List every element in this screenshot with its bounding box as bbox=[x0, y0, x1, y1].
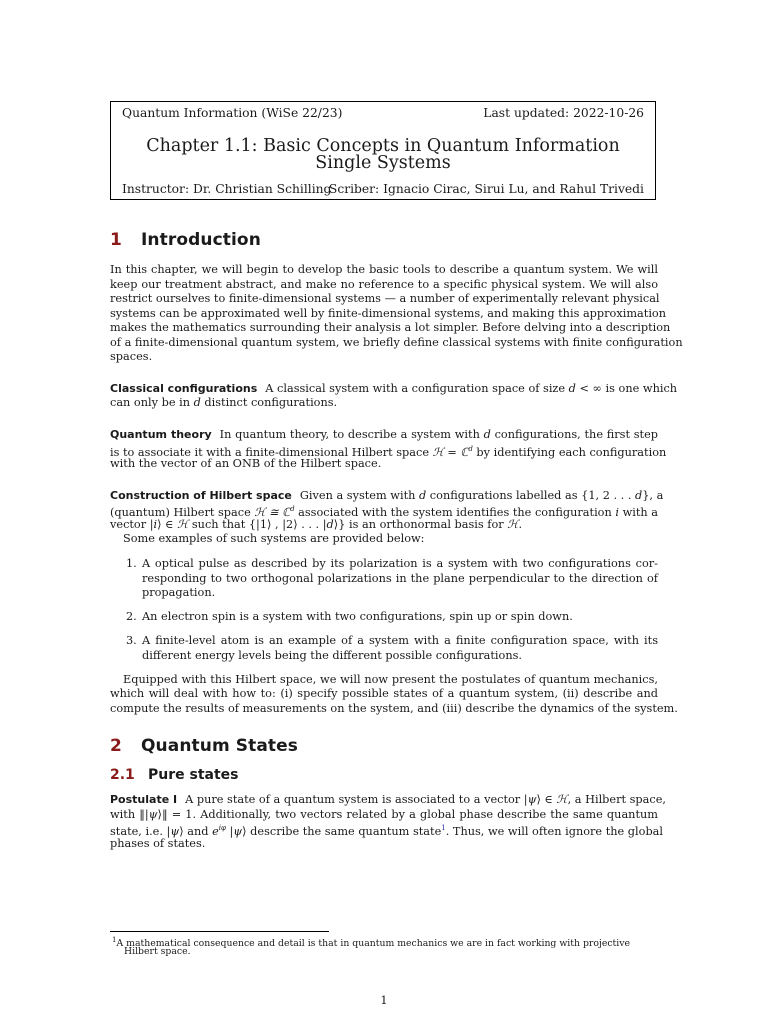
text-line: Equipped with this Hilbert space, we will now present the postulates of quantum mechanics, bbox=[123, 673, 658, 686]
subsection-title: Pure states bbox=[148, 767, 239, 783]
section-title: Quantum States bbox=[141, 736, 299, 756]
chapter-title: Chapter 1.1: Basic Concepts in Quantum Information bbox=[146, 136, 620, 156]
section-number: 1 bbox=[110, 230, 122, 250]
text-line: spaces. bbox=[110, 350, 153, 363]
text-line: keep our treatment abstract, and make no reference to a specific physical system. We will also bbox=[110, 278, 658, 291]
text-line: responding to two orthogonal polarizations in the plane perpendicular to the direction of bbox=[142, 572, 658, 585]
text-line: makes the mathematics surrounding their analysis a lot simpler. Before delving into a description bbox=[110, 321, 671, 334]
chapter-subtitle: Single Systems bbox=[315, 153, 451, 173]
text-line: which will deal with how to: (i) specify possible states of a quantum system, (ii) describe and bbox=[110, 687, 658, 700]
text-line: with ‖|ψ⟩‖ = 1. Additionally, two vectors related by a global phase describe the same quantum bbox=[110, 808, 658, 821]
list-number: 2. bbox=[126, 610, 137, 623]
text-line: of a finite-dimensional quantum system, we briefly define classical systems with finite configuration bbox=[110, 336, 683, 349]
subsection-heading-pure-states bbox=[110, 767, 239, 783]
section-number: 2 bbox=[110, 736, 122, 756]
section-heading-introduction bbox=[110, 230, 261, 250]
text-line: different energy levels being the different possible configurations. bbox=[142, 649, 522, 662]
instructor: Instructor: Dr. Christian Schilling bbox=[122, 182, 332, 196]
text-line: compute the results of measurements on the system, and (iii) describe the dynamics of the system. bbox=[110, 702, 678, 715]
text-line: A finite-level atom is an example of a system with a finite configuration space, with its bbox=[142, 634, 658, 647]
text-line: In this chapter, we will begin to develop the basic tools to describe a quantum system. We will bbox=[110, 263, 658, 276]
footnote-link[interactable]: 1 bbox=[441, 824, 446, 832]
text-line: A optical pulse as described by its polarization is a system with two configurations cor- bbox=[142, 557, 658, 570]
text-line: state, i.e. |ψ⟩ and $e^{i\varphi}$ |ψ⟩ describe the same quantum state$^1$. Thus, we will often ignore the global bbox=[110, 824, 664, 838]
text-line: Quantum theory In quantum theory, to describe a system with d configurations, the first step bbox=[110, 428, 659, 441]
footnote-line: Hilbert space. bbox=[124, 946, 191, 957]
paragraph-lead: Construction of Hilbert space bbox=[110, 489, 292, 502]
text-line: Postulate I A pure state of a quantum system is associated to a vector |ψ⟩ ∈ ℋ, a Hilbert space, bbox=[110, 793, 666, 806]
text-line: is to associate it with a finite-dimensional Hilbert space ℋ = ℂ$^d$ by identifying each configuration bbox=[110, 445, 667, 459]
text-line: systems can be approximated well by finite-dimensional systems, and making this approximation bbox=[110, 307, 667, 320]
text-line: Some examples of such systems are provided below: bbox=[123, 532, 425, 545]
footnote-mark: 1 bbox=[112, 936, 117, 944]
text-line: Construction of Hilbert space Given a system with d configurations labelled as {1, 2 . . . d}, a bbox=[110, 489, 664, 502]
last-updated: Last updated: 2022-10-26 bbox=[483, 106, 644, 120]
list-number: 1. bbox=[126, 557, 137, 570]
paragraph-lead: Postulate I bbox=[110, 793, 178, 806]
text-line: An electron spin is a system with two configurations, spin up or spin down. bbox=[142, 610, 573, 623]
section-heading-quantum-states bbox=[110, 736, 298, 756]
list-number: 3. bbox=[126, 634, 137, 647]
text-line: propagation. bbox=[142, 586, 216, 599]
text-line: restrict ourselves to finite-dimensional systems — a number of experimentally relevant physical bbox=[110, 292, 660, 305]
paragraph-lead: Classical configurations bbox=[110, 382, 258, 395]
footnote-rule bbox=[110, 931, 329, 932]
subsection-number: 2.1 bbox=[110, 767, 135, 783]
section-title: Introduction bbox=[141, 230, 261, 250]
scriber: Scriber: Ignacio Cirac, Sirui Lu, and Rahul Trivedi bbox=[328, 182, 644, 196]
text-line: can only be in d distinct configurations. bbox=[110, 396, 338, 409]
footnote-line: $^1$A mathematical consequence and detail is that in quantum mechanics we are in fact working with projective bbox=[112, 936, 630, 950]
paragraph-lead: Quantum theory bbox=[110, 428, 212, 441]
text-line: with the vector of an ONB of the Hilbert space. bbox=[110, 457, 382, 470]
page-number: 1 bbox=[380, 994, 388, 1007]
course-name: Quantum Information (WiSe 22/23) bbox=[122, 106, 343, 120]
header-box bbox=[110, 101, 656, 200]
text-line: vector |i⟩ ∈ ℋ such that {|1⟩ , |2⟩ . . . |d⟩} is an orthonormal basis for ℋ. bbox=[110, 518, 523, 531]
text-line: (quantum) Hilbert space ℋ ≅ ℂ$^d$ associated with the system identifies the configuration i with a bbox=[110, 505, 659, 519]
text-line: Classical configurations A classical system with a configuration space of size d < ∞ is one which bbox=[110, 382, 678, 395]
text-line: phases of states. bbox=[110, 837, 206, 850]
